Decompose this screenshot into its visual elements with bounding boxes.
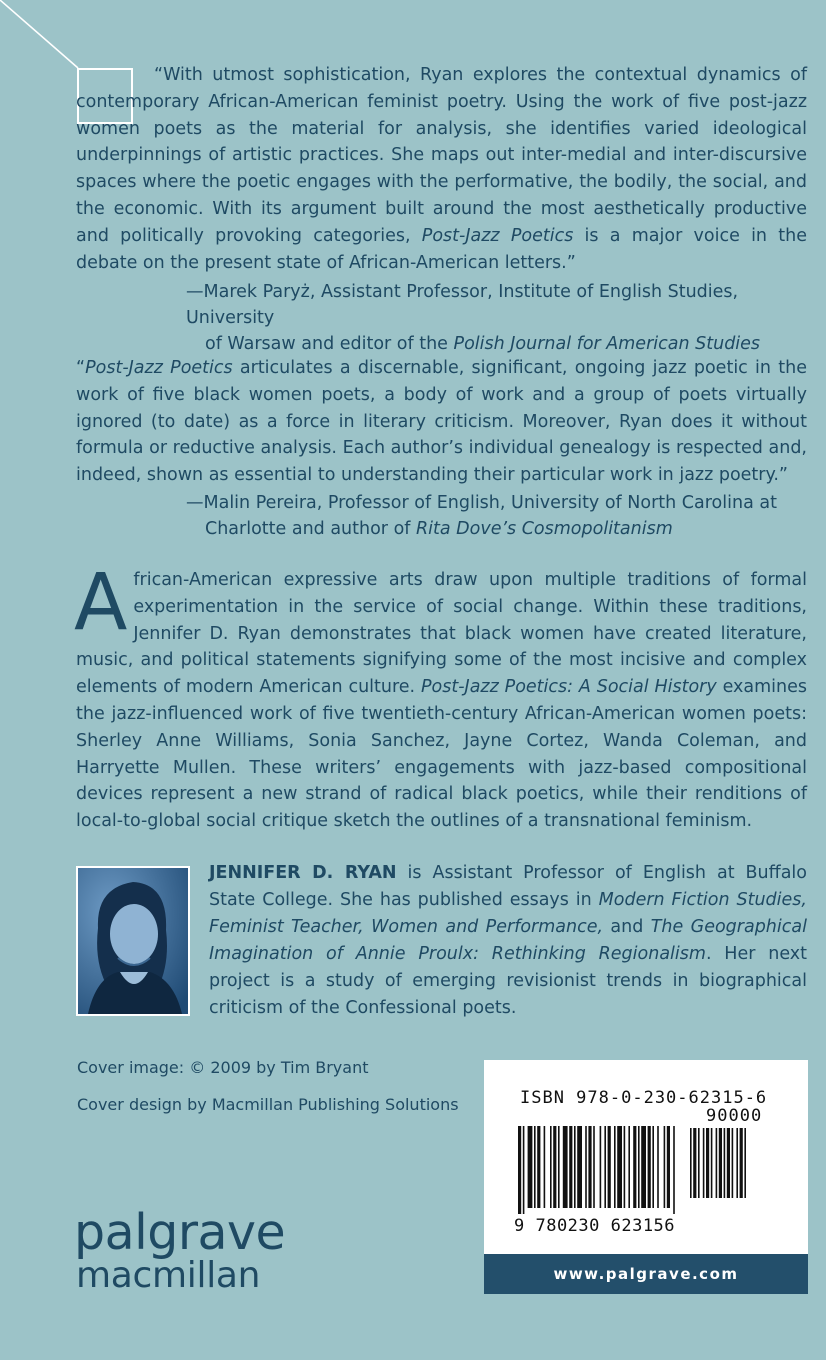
cover-design-credit: Cover design by Macmillan Publishing Solutions [77, 1095, 459, 1114]
author-bio: JENNIFER D. RYAN is Assistant Professor of English at Buffalo State College. She has published essays in Modern Fiction Studies, Feminist Teacher, Women and Performance, and The Geographical Imagination of Annie Proulx: Rethinking Regionalism. Her next project is a study of emerging revisionist trends in biographical criticism of the Confessional poets. [209, 863, 808, 1018]
book-description: African-American expressive arts draw upon multiple traditions of formal experimentation in the service of social change. Within these traditions, Jennifer D. Ryan demonstrates that black women have created literature, music, and political statements signifying some of the most incisive and complex elements of modern American culture. Post-Jazz Poetics: A Social History examines the jazz-influenced work of five twentieth-century African-American women poets: Sherley Anne Williams, Sonia Sanchez, Jayne Cortez, Wanda Coleman, and Harryette Mullen. These writers’ engagements with jazz-based compositional devices represent a new strand of radical black poetics, while their renditions of local-to-global social critique sketch the outlines of a transnational feminism. [74, 558, 807, 832]
drop-cap: A [74, 558, 128, 648]
publisher-logo: palgrave macmillan [74, 1204, 286, 1296]
quote-marek-parysz: “With utmost sophistication, Ryan explores the contextual dynamics of contemporary African-American feminist poetry. Using the work of five post-jazz women poets as the material for analysis, she identifies varied ideological underpinnings of artistic practices. She maps out inter-medial and inter-discursive spaces where the poetic engages with the performative, the bodily, the social, and the economic. With its argument built around the most aesthetically productive and politically provoking categories, Post-Jazz Poetics is a major voice in the debate on the present state of African-American letters.” [76, 65, 807, 273]
cover-image-credit: Cover image: © 2009 by Tim Bryant [77, 1058, 369, 1077]
price-addon-label: 90000 [706, 1106, 763, 1126]
quote-malin-pereira-attribution: —Malin Pereira, Professor of English, University of North Carolina at Charlotte and author of Rita Dove’s Cosmopolitanism [186, 493, 777, 539]
quote-malin-pereira: “Post-Jazz Poetics articulates a discernable, significant, ongoing jazz poetic in the work of five black women poets, a body of work and a group of poets virtually ignored (to date) as a force in literary criticism. Moreover, Ryan does it without formula or reductive analysis. Each author’s individual genealogy is respected and, indeed, shown as essential to understanding their particular work in jazz poetry.” [76, 358, 807, 486]
publisher-url[interactable]: www.palgrave.com [484, 1254, 808, 1294]
quote-marek-parysz-attribution: —Marek Paryż, Assistant Professor, Institute of English Studies, University of Warsaw and editor of the Polish Journal for American Studies [186, 282, 761, 354]
barcode-bars [518, 1126, 778, 1216]
isbn-barcode [484, 1060, 808, 1254]
isbn-human-readable: 9 780230 623156 [514, 1216, 676, 1236]
isbn-label: ISBN 978-0-230-62315-6 [520, 1088, 768, 1108]
author-photo [76, 866, 190, 1016]
